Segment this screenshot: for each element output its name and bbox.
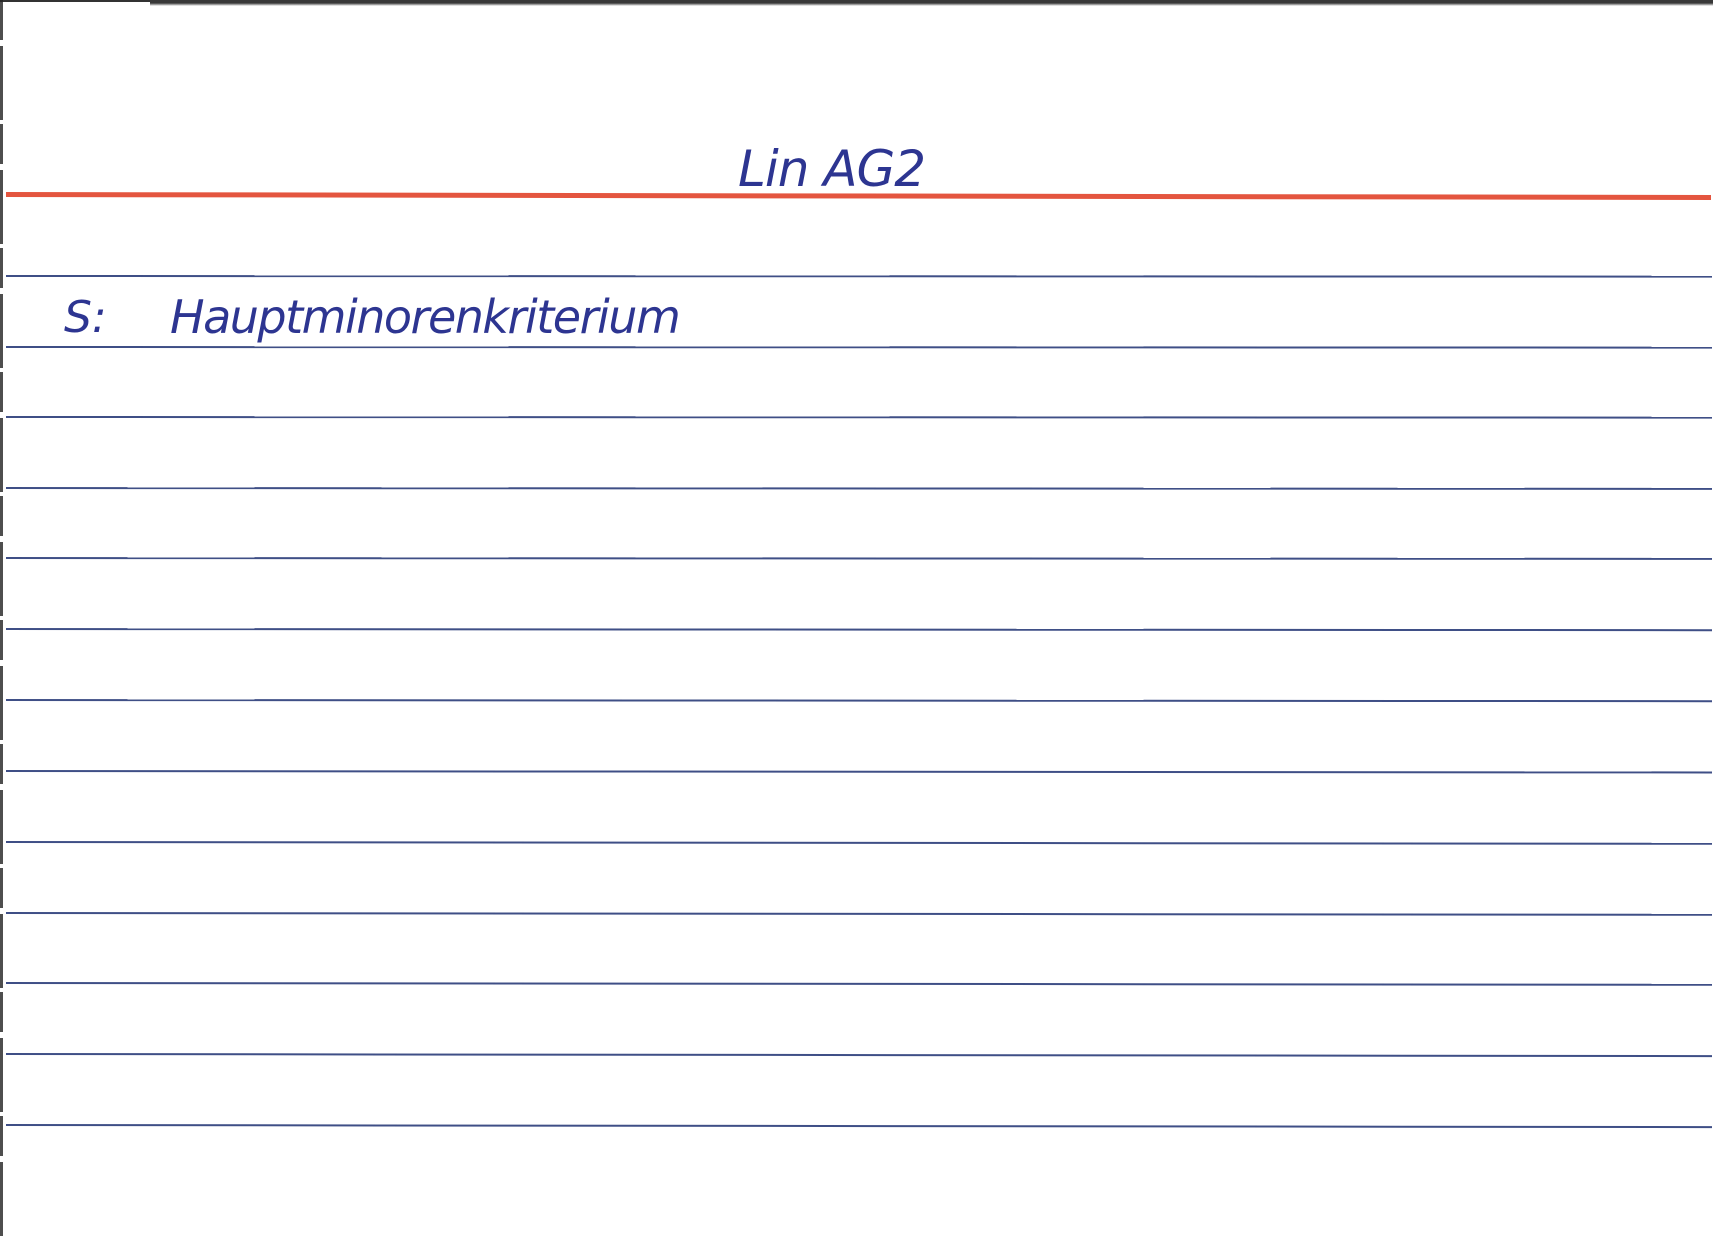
ruled-line	[6, 982, 1712, 986]
ruled-line	[6, 770, 1712, 773]
ruled-line	[6, 275, 1712, 278]
ruled-line	[6, 841, 1712, 845]
card-title: Lin AG2	[738, 140, 926, 198]
card-top-edge-left	[0, 0, 150, 2]
ruled-line	[6, 346, 1712, 349]
ruled-line	[6, 416, 1712, 419]
ruled-line	[6, 1124, 1712, 1128]
ruled-line	[6, 699, 1712, 702]
ruled-line	[6, 1053, 1712, 1057]
card-content: Hauptminorenkriterium	[170, 290, 680, 344]
ruled-line	[6, 628, 1712, 631]
card-left-edge	[0, 0, 3, 1240]
card-top-edge	[150, 0, 1713, 6]
ruled-line	[6, 487, 1712, 490]
ruled-line	[6, 912, 1712, 916]
side-label: S:	[64, 292, 107, 343]
ruled-line	[6, 557, 1712, 560]
